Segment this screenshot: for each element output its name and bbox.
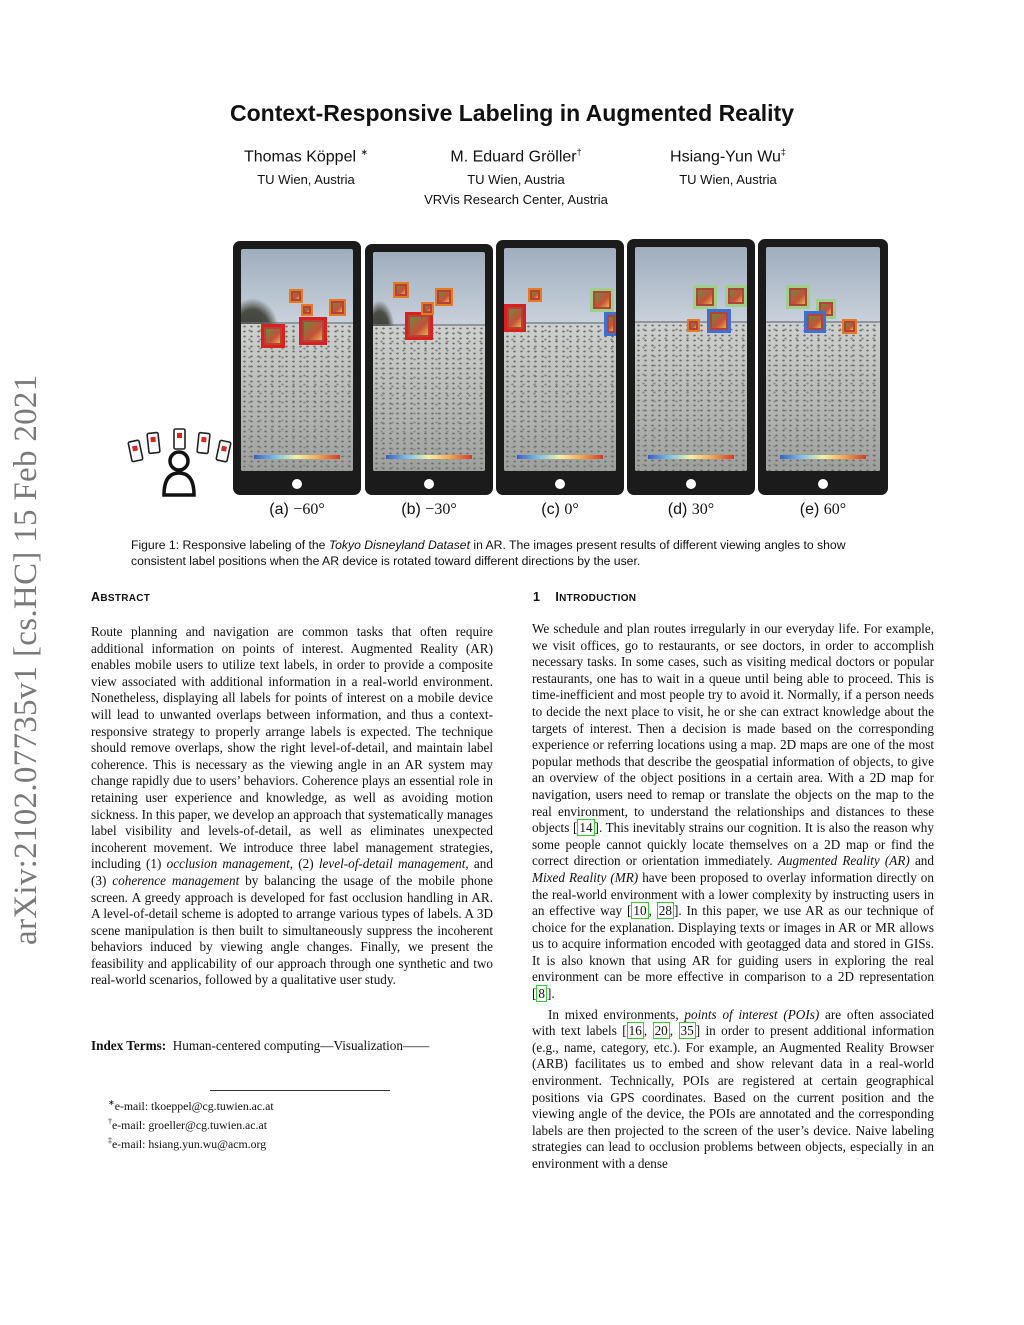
user-with-phones-icon (126, 427, 236, 497)
abstract-text: Route planning and navigation are common tasks that often require additional information on points of interest. Augmented Reality (AR) enables mobile users to utilize text labels, in order to provide a composite view associated with additional information in a real-world environment. Nonetheless, displaying all labels for points of interest on a mobile device will lead to unwanted overlaps between information, and thus a context-responsive strategy to properly arrange labels is expected. The technique should remove overlaps, show the right level-of-detail, and maintain label coherence. This is necessary as the viewing angle in an AR system may change rapidly due to users’ behaviors. Coherence plays an essential role in retaining user experience and knowledge, as well as avoiding motion sickness. In this paper, we develop an approach that systematically manages label visibility and levels-of-detail, as well as eliminates unexpected incoherent movement. We introduce three label management strategies, including (1) occlusion management, (2) level-of-detail management, and (3) coherence management by balancing the usage of the mobile phone screen. A greedy approach is developed for fast occlusion handling in AR. A level-of-detail scheme is adopted to arrange various types of labels. A 3D scene manipulation is then built to simultaneously suppress the incoherent behaviors induced by viewing angle changes. Finally, we present the feasibility and applicability of our approach through one synthetic and two real-world scenarios, followed by a qualitative user study. (91, 624, 493, 988)
phone-screenshot-c (496, 240, 624, 495)
author-block (186, 147, 426, 190)
phone-screenshot-a (233, 241, 361, 495)
subcaption-d: (d) 30° (667, 501, 715, 518)
subcaption-e: (e) 60° (799, 501, 847, 518)
phone-screenshot-b (365, 244, 493, 495)
citation-link[interactable]: 16 (628, 1023, 642, 1039)
citation-link[interactable]: 35 (680, 1023, 694, 1039)
subcaption-a: (a) −60° (269, 501, 325, 518)
footnote: ‡e-mail: hsiang.yun.wu@acm.org (108, 1135, 267, 1151)
phone-screenshot-d (627, 239, 755, 495)
subcaption-b: (b) −30° (401, 501, 457, 518)
subcaption-c: (c) 0° (541, 501, 579, 518)
footnote: ∗e-mail: tkoeppel@cg.tuwien.ac.at (108, 1098, 274, 1113)
author-affiliation: TU Wien, Austria (257, 172, 355, 188)
citation-link[interactable]: 10 (633, 903, 647, 919)
footnotes (108, 1095, 274, 1152)
author-block (396, 147, 636, 210)
arxiv-identifier: arXiv:2102.07735v1 [cs.HC] 15 Feb 2021 (8, 374, 44, 945)
author-mark: ∗ (360, 147, 369, 157)
index-terms: Index Terms: Human-centered computing—Visualization—— (91, 1038, 430, 1053)
introduction-text: We schedule and plan routes irregularly in our everyday life. For example, we visit offices, go to restaurants, or see doctors, in order to accomplish necessary tasks. In some cases, such as visiting medical doctors or popular restaurants, one has to wait in a queue until being able to proceed. This is time-inefficient and most people try to avoid it. Normally, if a person needs to decide the next place to visit, he or she can extract knowledge about the targets of interest. Then a decision is made based on the corresponding experience or referring locations using a map. 2D maps are one of the most popular methods that describe the geospatial information of objects, to give an overview of the object positions in a certain area. With a 2D map for navigation, users need to remap or translate the objects on the map to the real environment, to understand the relationships and distances to these objects [ 14 ]. This inevitably strains our cognition. It is also the reason why some people cannot quickly locate themselves on a 2D map or find the correct direction or orientation immediately. Augmented Reality (AR) and Mixed Reality (MR) have been proposed to overlay information directly on the real-world environment with a lower complexity by instructing users in an effective way [ 10 , 28 ]. In this paper, we use AR as our technique of choice for the explanation. Displaying texts or images in AR or MR allows us to acquire information encoded with geotagged data and stored in GISs. It is also known that using AR for guiding users in exploring the real environment can be more effective in comparison to a 2D representation [ 8 ]. In mixed environments, points of interest (POIs) are often associated with text labels [ 16 , 20 , 35 ] in order to present additional information (e.g., name, category, etc.). For example, an Augmented Reality Browser (ARB) facilitates us to embed and show relevant data in a real-world environment. Technically, POIs are registered at certain geographical positions via GPS coordinates. Based on the current position and the viewing angle of the device, the POIs are annotated and the corresponding labels are then projected to the screen of the user’s device. Naive labeling strategies can lead to occlusion problems between objects, especially in an environment with a dense (532, 621, 935, 1171)
citation-link[interactable]: 14 (579, 820, 593, 836)
author-affiliation: TU Wien, Austria (467, 172, 565, 188)
citation-link[interactable]: 28 (658, 903, 672, 919)
author-block (608, 147, 848, 190)
author-name: M. Eduard Gröller (450, 148, 577, 166)
author-affiliation: TU Wien, Austria (679, 172, 777, 188)
figure-caption: Figure 1: Responsive labeling of the Tokyo Disneyland Dataset in AR. The images present results of different viewing angles to show consistent label positions when the AR device is rotated toward different directions by the user. (131, 538, 846, 568)
abstract-heading: ABSTRACT (91, 590, 151, 604)
author-name: Thomas Köppel (243, 148, 357, 166)
phone-screenshot-e (758, 239, 888, 495)
footnote-rule (210, 1090, 390, 1091)
author-affiliation-2: VRVis Research Center, Austria (424, 192, 608, 208)
footnote: †e-mail: groeller@cg.tuwien.ac.at (108, 1116, 267, 1132)
introduction-heading: 1 INTRODUCTION (533, 590, 637, 604)
author-mark: ‡ (780, 147, 786, 157)
citation-link[interactable]: 8 (538, 986, 545, 1002)
citation-link[interactable]: 20 (654, 1023, 668, 1039)
author-mark: † (576, 147, 582, 157)
paper-title: Context-Responsive Labeling in Augmented Reality (229, 100, 794, 126)
author-name: Hsiang-Yun Wu (670, 148, 781, 166)
